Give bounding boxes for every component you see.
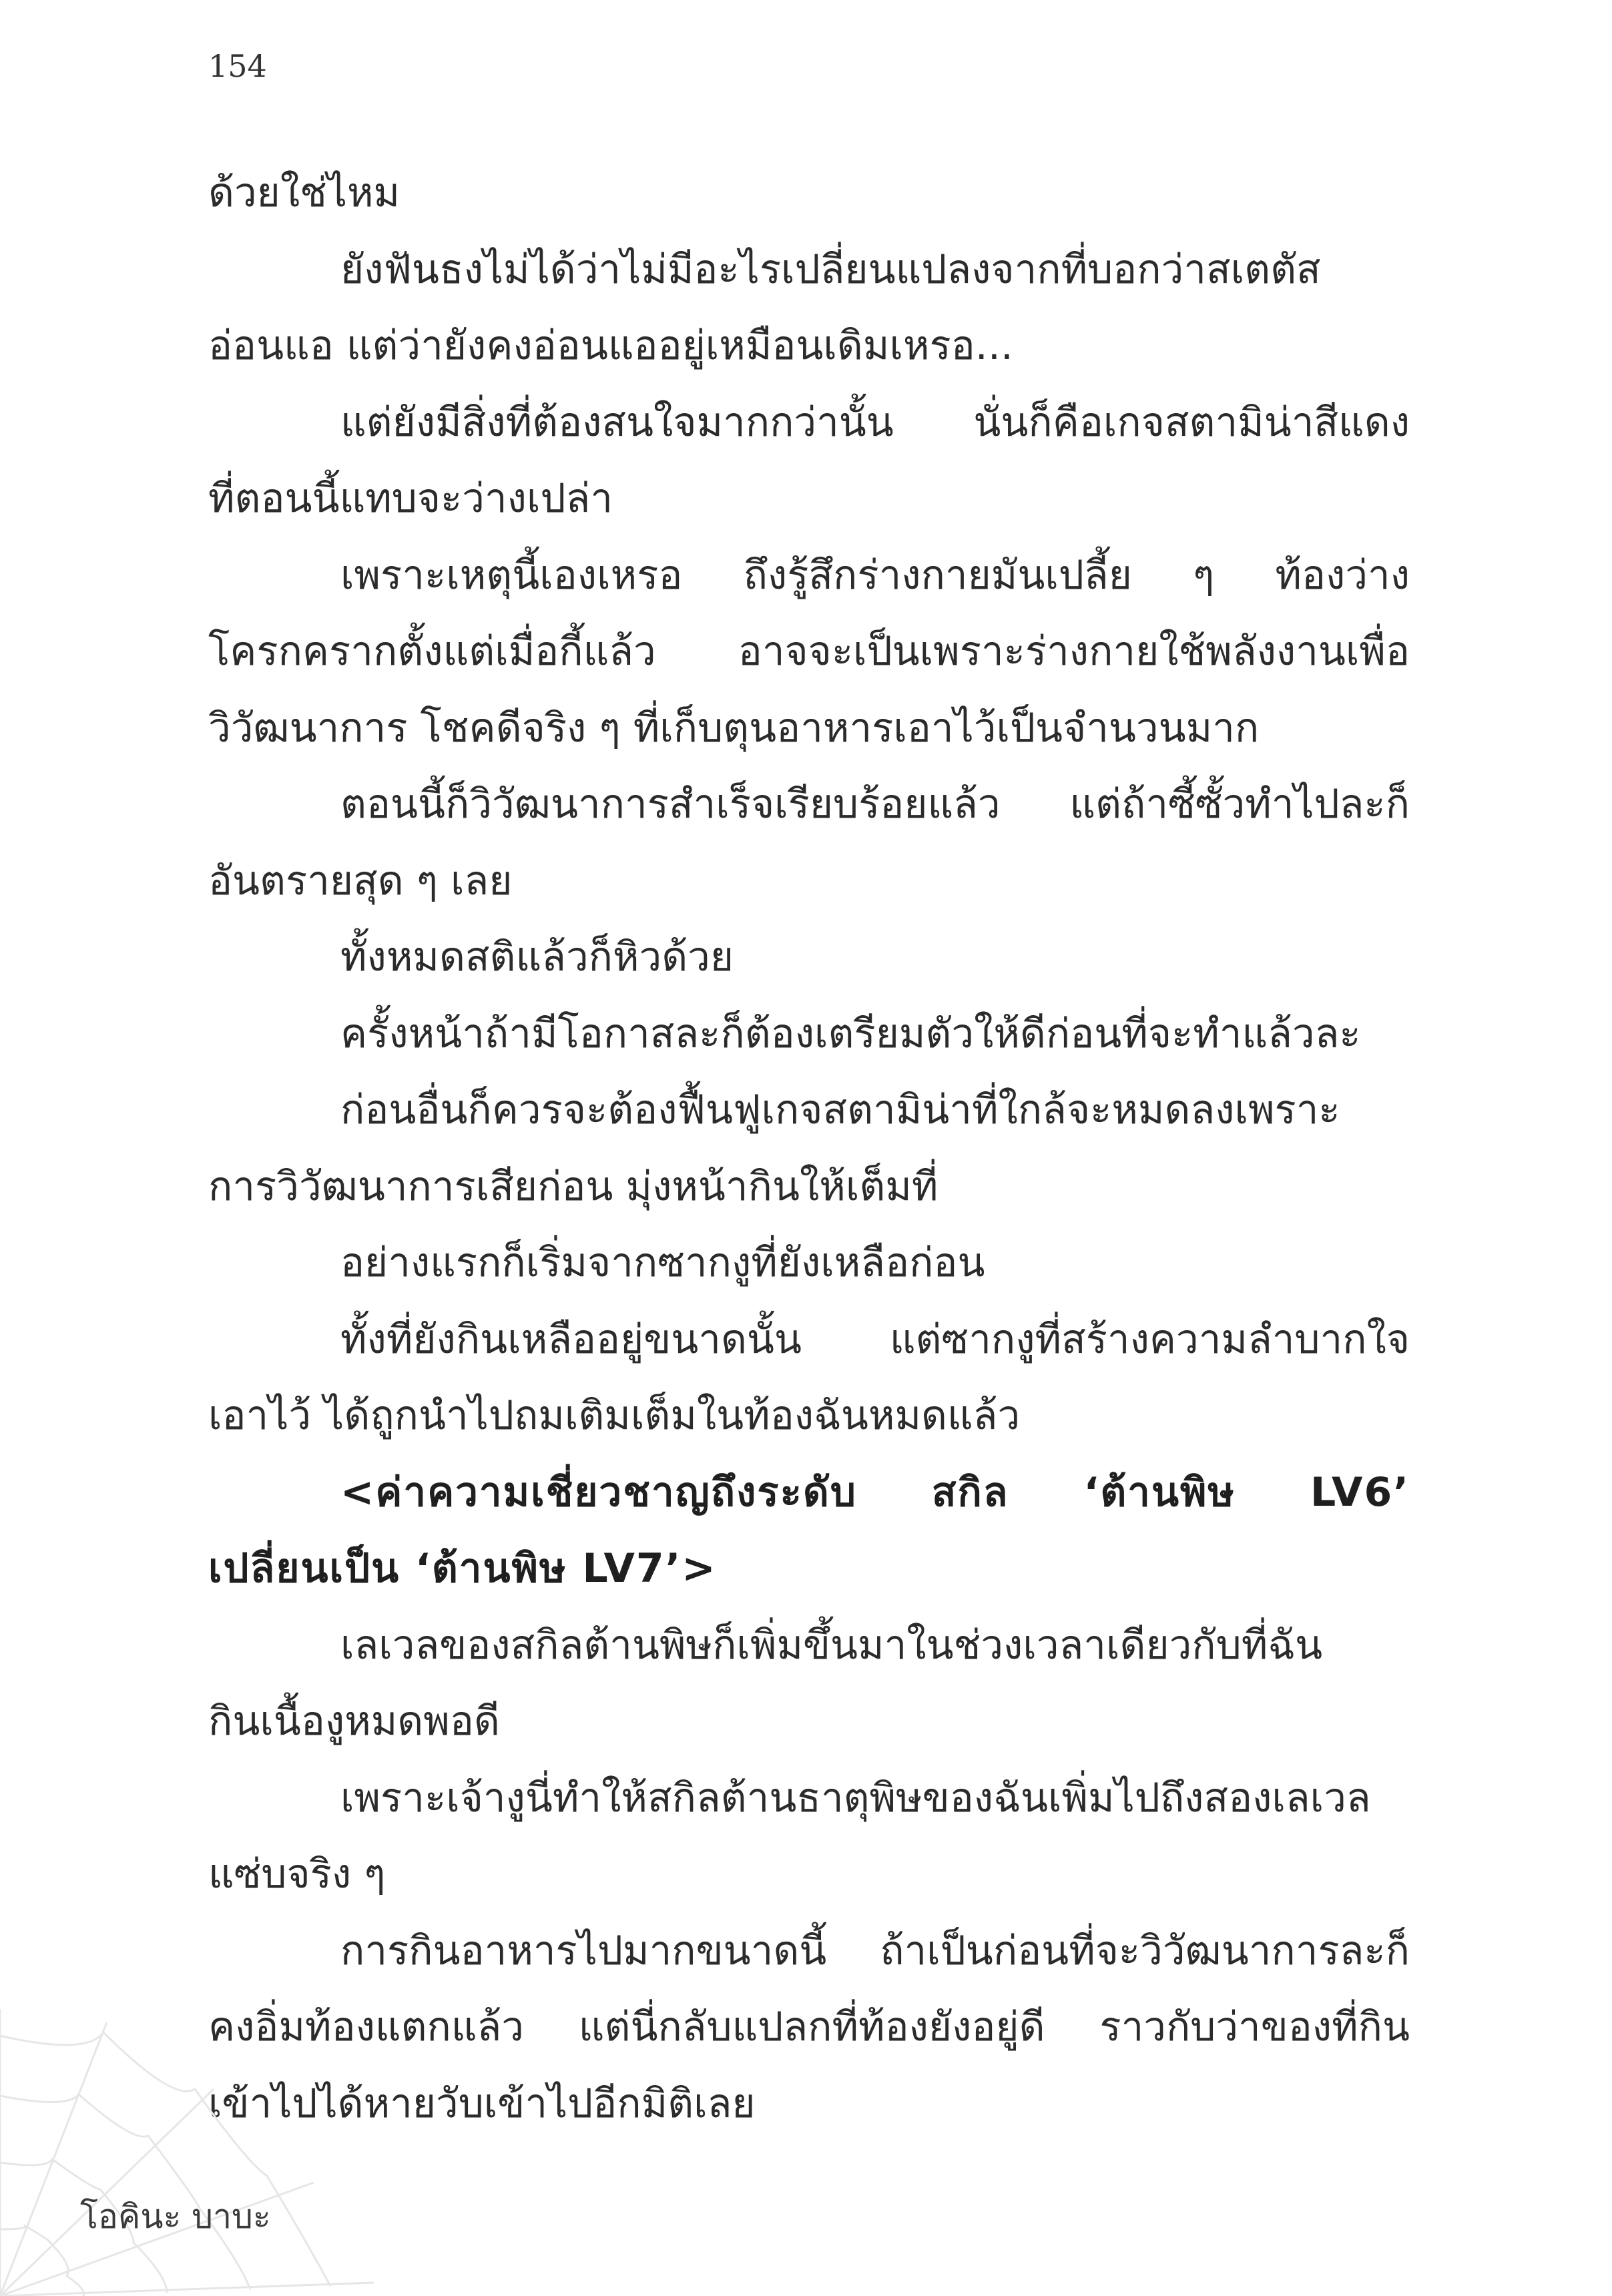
text-line: การกินอาหารไปมากขนาดนี้ ถ้าเป็นก่อนที่จะวิวัฒนาการละก็: [340, 1927, 1410, 1974]
text-line: เลเวลของสกิลต้านพิษก็เพิ่มขึ้นมาในช่วงเวลาเดียวกับที่ฉัน: [340, 1621, 1323, 1669]
page-number: 154: [208, 48, 267, 84]
text-line: อย่างแรกก็เริ่มจากซากงูที่ยังเหลือก่อน: [340, 1239, 985, 1286]
text-line: ที่ตอนนี้แทบจะว่างเปล่า: [208, 475, 613, 522]
text-line: เพราะเจ้างูนี่ทำให้สกิลต้านธาตุพิษของฉันเพิ่มไปถึงสองเลเวล: [340, 1774, 1371, 1821]
text-line: วิวัฒนาการ โชคดีจริง ๆ ที่เก็บตุนอาหารเอาไว้เป็นจำนวนมาก: [208, 704, 1260, 752]
text-line: เพราะเหตุนี้เองเหรอ ถึงรู้สึกร่างกายมันเปลี้ย ๆ ท้องว่าง: [340, 551, 1410, 599]
text-line: ก่อนอื่นก็ควรจะต้องฟื้นฟูเกจสตามิน่าที่ใกล้จะหมดลงเพราะ: [340, 1087, 1340, 1133]
body-text: [208, 155, 1410, 2142]
text-line: อันตรายสุด ๆ เลย: [208, 857, 513, 904]
text-line: แซ่บจริง ๆ: [208, 1851, 386, 1898]
text-line: ทั้งที่ยังกินเหลืออยู่ขนาดนั้น แต่ซากงูที่สร้างความลำบากใจ: [340, 1316, 1410, 1363]
text-line: ครั้งหน้าถ้ามีโอกาสละก็ต้องเตรียมตัวให้ดีก่อนที่จะทำแล้วละ: [340, 1010, 1361, 1057]
text-line: ทั้งหมดสติแล้วก็หิวด้วย: [340, 934, 734, 980]
text-line: คงอิ่มท้องแตกแล้ว แต่นี่กลับแปลกที่ท้องยังอยู่ดี ราวกับว่าของที่กิน: [208, 2004, 1410, 2050]
text-line: การวิวัฒนาการเสียก่อน มุ่งหน้ากินให้เต็มที่: [208, 1163, 938, 1210]
system-message-line: <ค่าความเชี่ยวชาญถึงระดับ สกิล ‘ต้านพิษ LV6’: [340, 1468, 1410, 1516]
text-line: เอาไว้ ได้ถูกนำไปถมเติมเต็มในท้องฉันหมดแล้ว: [208, 1392, 1021, 1439]
text-line: แต่ยังมีสิ่งที่ต้องสนใจมากกว่านั้น นั่นก็คือเกจสตามิน่าสีแดง: [340, 398, 1410, 446]
system-message-line: เปลี่ยนเป็น ‘ต้านพิษ LV7’>: [208, 1545, 717, 1592]
text-line: ด้วยใช่ไหม: [208, 170, 400, 216]
text-line: โครกครากตั้งแต่เมื่อกี้แล้ว อาจจะเป็นเพราะร่างกายใช้พลังงานเพื่อ: [208, 628, 1410, 675]
author-name: โอคินะ บาบะ: [80, 2197, 271, 2236]
cobweb-decoration: [0, 2009, 374, 2296]
text-line: กินเนื้องูหมดพอดี: [208, 1698, 500, 1745]
text-line: ยังฟันธงไม่ได้ว่าไม่มีอะไรเปลี่ยนแปลงจากที่บอกว่าสเตตัส: [340, 246, 1321, 293]
text-line: ตอนนี้ก็วิวัฒนาการสำเร็จเรียบร้อยแล้ว แต่ถ้าซี้ซั้วทำไปละก็: [340, 781, 1410, 828]
text-line: อ่อนแอ แต่ว่ายังคงอ่อนแออยู่เหมือนเดิมเหรอ...: [208, 322, 1013, 369]
text-line: เข้าไปได้หายวับเข้าไปอีกมิติเลย: [208, 2080, 756, 2127]
